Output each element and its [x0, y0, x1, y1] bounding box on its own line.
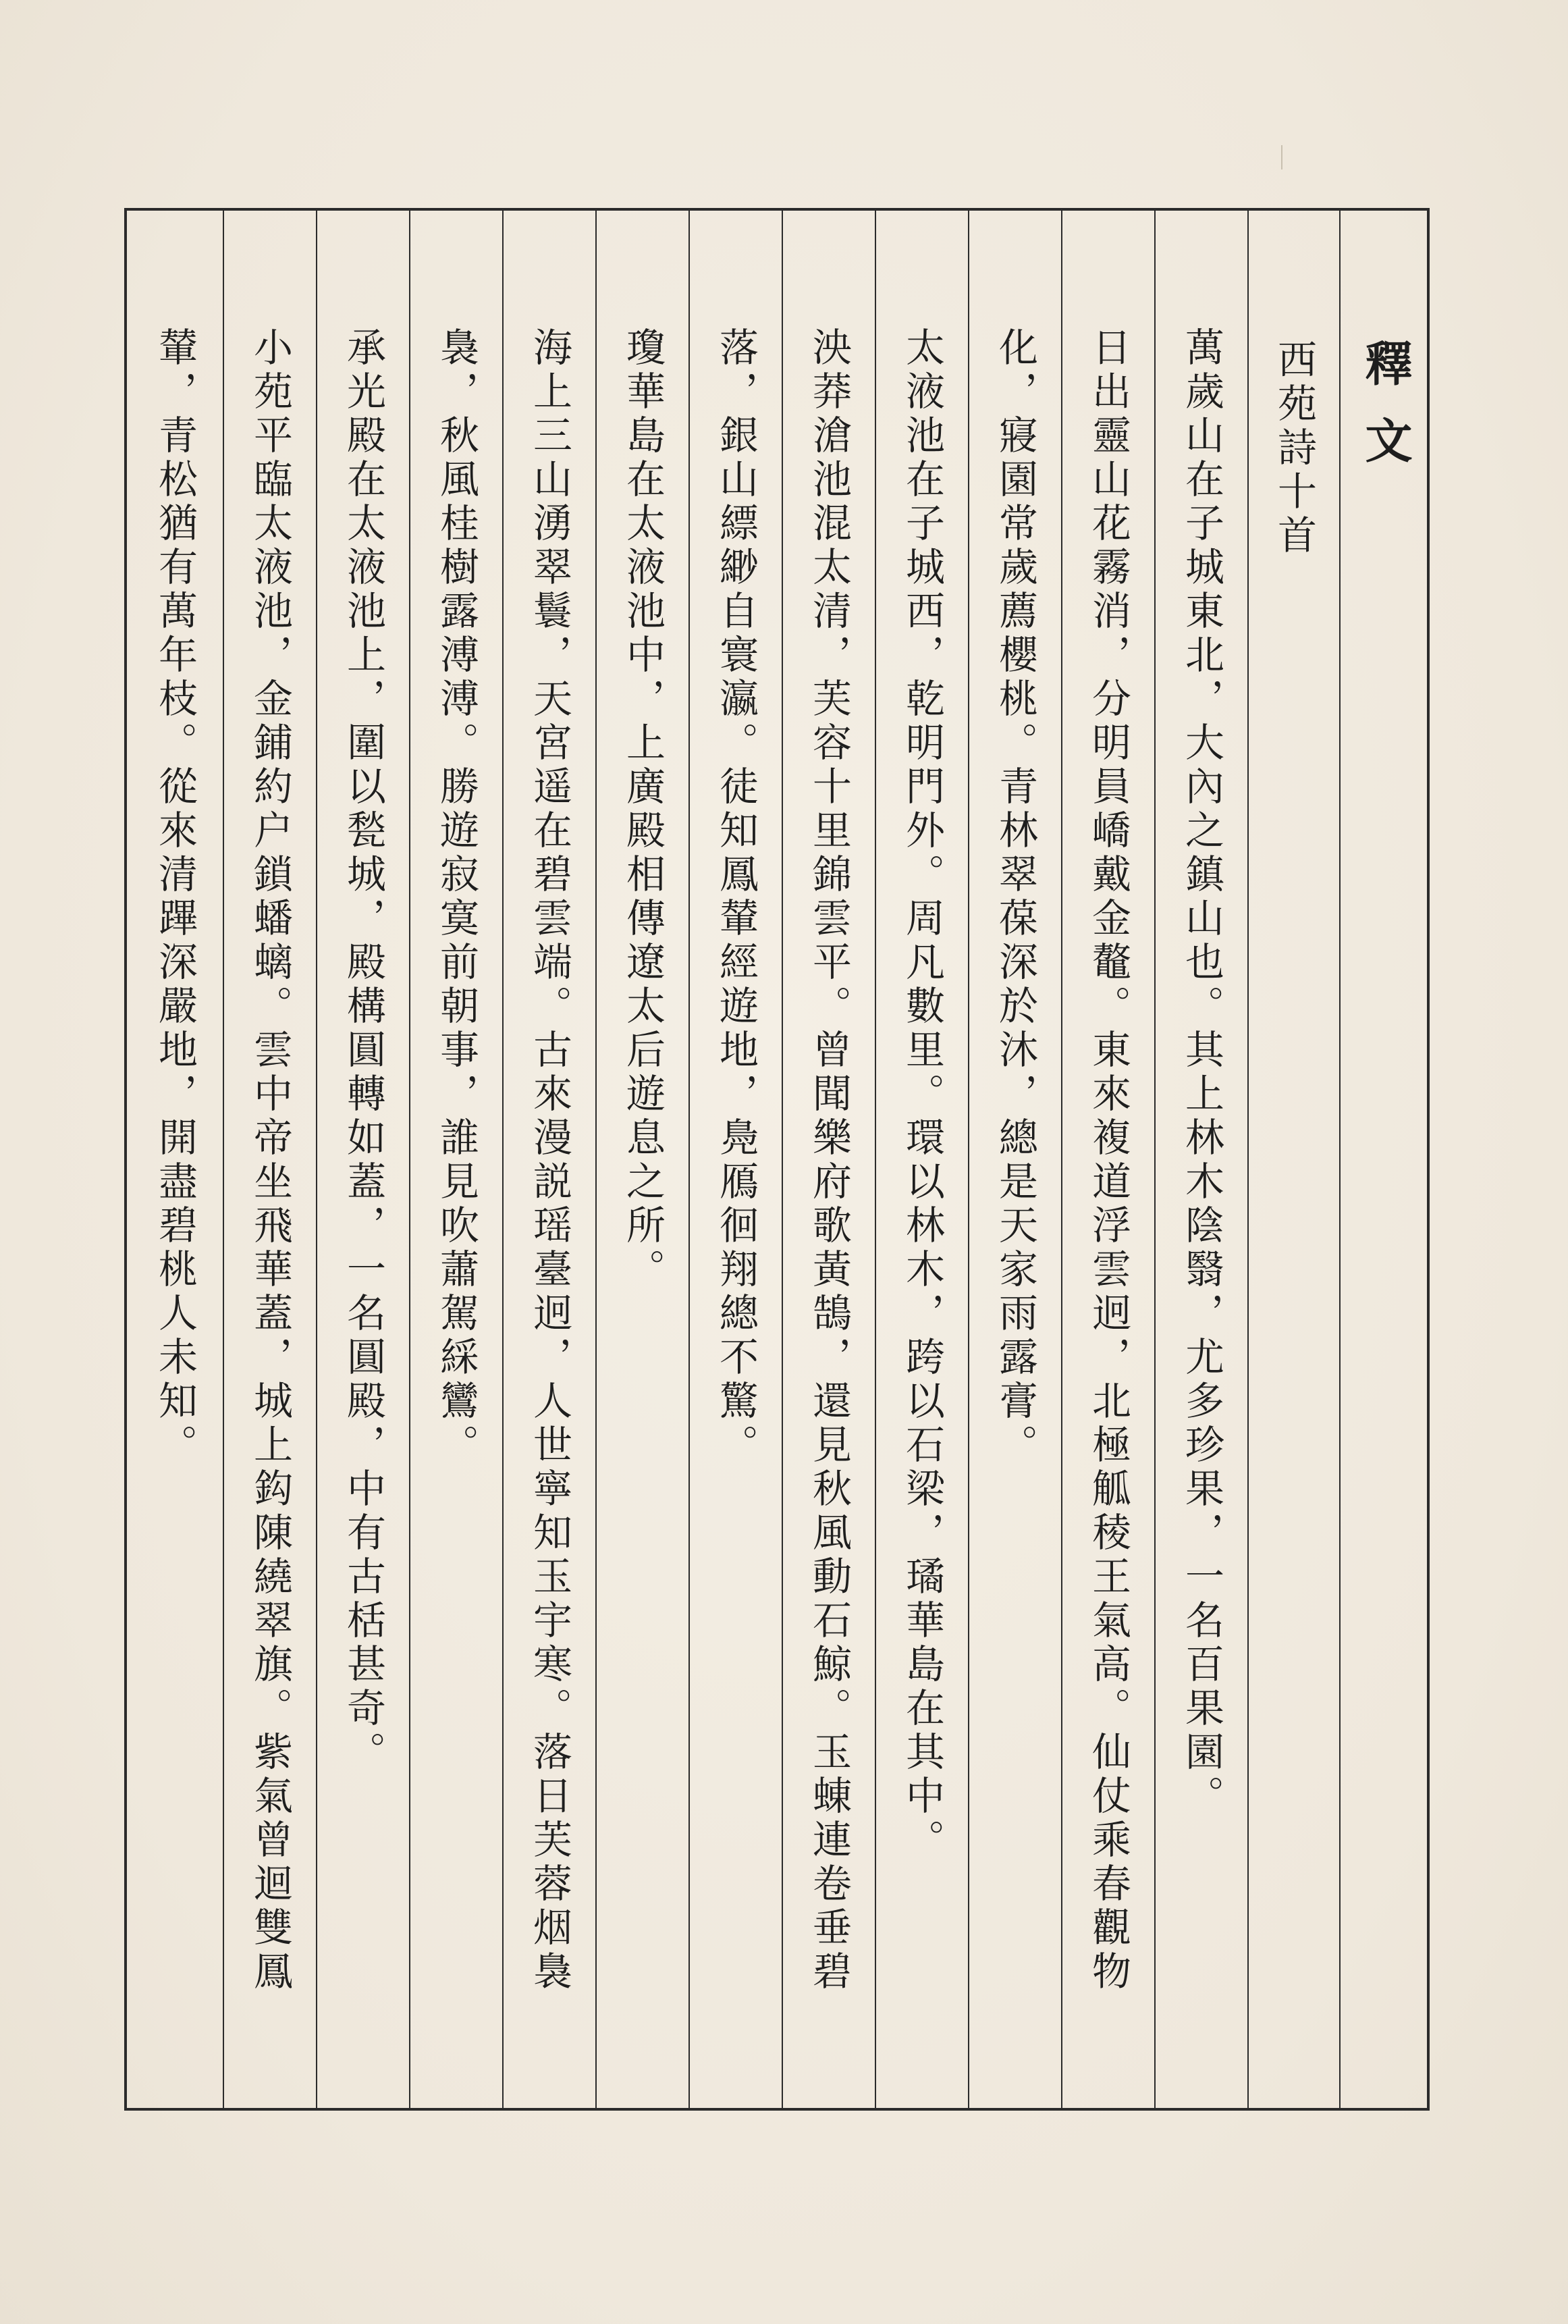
text-column [502, 211, 595, 2108]
text-column [1061, 211, 1154, 2108]
text-line: 日出靈山花霧消，分明員嶠戴金鼇。東來複道浮雲迥，北極觚稜王氣高。仙仗乘春觀物 [1085, 327, 1131, 1995]
text-line: 小苑平臨太液池，金鋪約户鎖蟠螭。雲中帝坐飛華蓋，城上鈎陳繞翠旗。紫氣曾迴雙鳳 [247, 327, 293, 1995]
text-line: 落，銀山縹緲自寰瀛。徒知鳳輦經遊地，鳧鴈徊翔總不驚。 [713, 327, 759, 1468]
text-line: 輦，青松猶有萬年枝。從來清蹕深嚴地，開盡碧桃人未知。 [152, 327, 198, 1468]
subheading-column [1247, 211, 1339, 2108]
text-line: 承光殿在太液池上，圍以甃城，殿構圓轉如蓋，一名圓殿，中有古栝甚奇。 [340, 327, 386, 1775]
heading-column [1339, 211, 1430, 2108]
text-column [1154, 211, 1247, 2108]
text-frame [124, 208, 1430, 2111]
text-line: 裊，秋風桂樹露溥溥。勝遊寂寞前朝事，誰見吹蕭駕綵鸞。 [433, 327, 479, 1468]
text-line: 泱莽滄池混太清，芙容十里錦雲平。曾聞樂府歌黃鵠，還見秋風動石鯨。玉蝀連卷垂碧 [806, 327, 852, 1995]
text-line: 萬歲山在子城東北，大內之鎮山也。其上林木陰翳，尤多珍果，一名百果園。 [1179, 327, 1224, 1819]
text-column [409, 211, 502, 2108]
text-column [968, 211, 1061, 2108]
text-column [595, 211, 688, 2108]
text-line: 化，寢園常歲薦櫻桃。青林翠葆深於沐，總是天家雨露膏。 [992, 327, 1038, 1468]
text-line: 太液池在子城西，乾明門外。周凡數里。環以林木，跨以石梁，璚華島在其中。 [899, 327, 945, 1863]
text-line: 瓊華島在太液池中，上廣殿相傳遼太后遊息之所。 [620, 327, 666, 1292]
text-column [127, 211, 223, 2108]
paper-fold-mark [1281, 145, 1282, 169]
text-line: 海上三山湧翠鬟，天宮遥在碧雲端。古來漫説瑶臺迥，人世寧知玉宇寒。落日芙蓉烟裊 [526, 327, 572, 1995]
text-column [782, 211, 875, 2108]
text-column [688, 211, 782, 2108]
text-column [223, 211, 316, 2108]
text-column [875, 211, 968, 2108]
page-title: 釋文 [1357, 339, 1413, 493]
section-title: 西苑詩十首 [1271, 339, 1317, 558]
text-column [316, 211, 409, 2108]
